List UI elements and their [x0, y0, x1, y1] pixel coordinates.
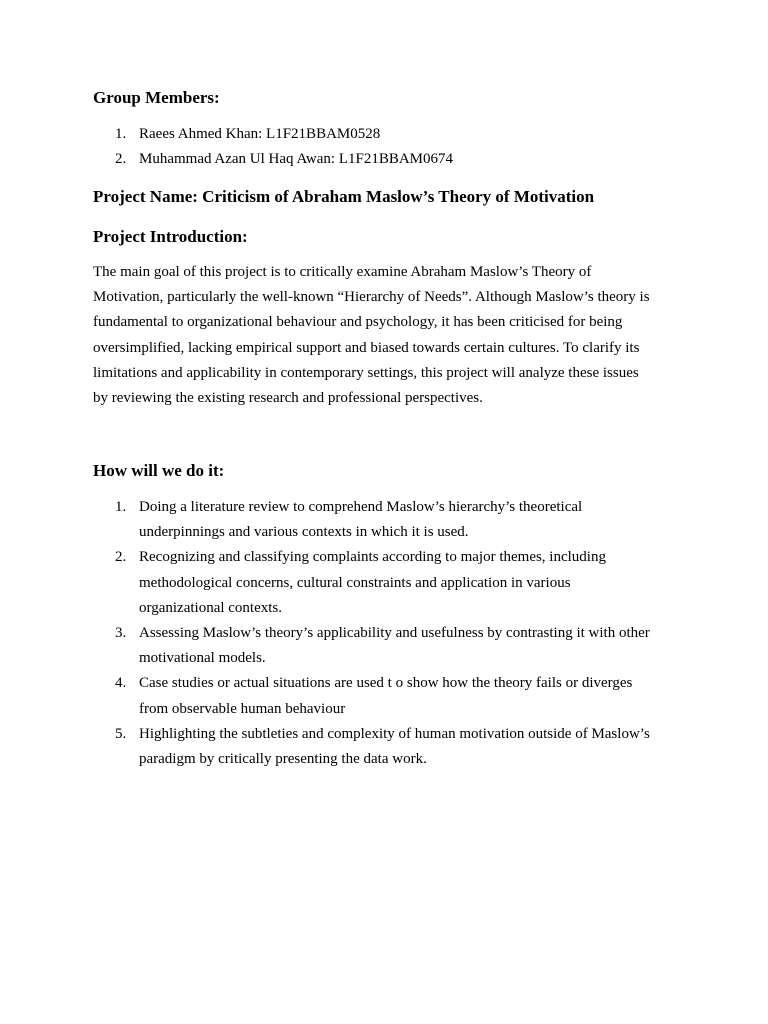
- list-number: 2.: [115, 549, 127, 566]
- step-line: from observable human behaviour: [139, 700, 346, 717]
- step-line: Case studies or actual situations are used t o show how the theory fails or diverges: [139, 675, 633, 692]
- list-item: [93, 545, 673, 621]
- introduction-paragraph: [93, 260, 673, 411]
- step-line: Doing a literature review to comprehend Maslow’s hierarchy’s theoretical: [139, 499, 583, 515]
- list-number: 1.: [115, 499, 127, 515]
- step-line: motivational models.: [139, 650, 266, 667]
- step-line: organizational contexts.: [139, 599, 283, 616]
- paragraph-line: fundamental to organizational behaviour and psychology, it has been criticised for being: [93, 314, 623, 331]
- list-item: [93, 122, 673, 147]
- step-line: Recognizing and classifying complaints according to major themes, including: [139, 549, 606, 566]
- list-item: [93, 671, 673, 721]
- project-name-heading: Project Name: Criticism of Abraham Maslow’s Theory of Motivation: [93, 187, 595, 206]
- member-text: Raees Ahmed Khan: L1F21BBAM0528: [139, 126, 381, 142]
- list-number: 5.: [115, 725, 127, 742]
- paragraph-line: Motivation, particularly the well-known “Hierarchy of Needs”. Although Maslow’s theory is: [93, 289, 650, 306]
- step-line: underpinnings and various contexts in which it is used.: [139, 524, 469, 541]
- step-line: Assessing Maslow’s theory’s applicability and usefulness by contrasting it with other: [139, 625, 650, 642]
- member-text: Muhammad Azan Ul Haq Awan: L1F21BBAM0674: [139, 151, 454, 168]
- paragraph-line: by reviewing the existing research and professional perspectives.: [93, 390, 483, 407]
- project-introduction-heading: Project Introduction:: [93, 227, 248, 246]
- group-members-heading: Group Members:: [93, 88, 220, 107]
- method-heading: How will we do it:: [93, 461, 225, 480]
- paragraph-line: The main goal of this project is to critically examine Abraham Maslow’s Theory of: [93, 264, 592, 280]
- paragraph-line: limitations and applicability in contemporary settings, this project will analyze these issues: [93, 364, 639, 381]
- method-steps-list: [93, 495, 673, 772]
- paragraph-line: oversimplified, lacking empirical support and biased towards certain cultures. To clarify its: [93, 339, 640, 356]
- list-number: 1.: [115, 126, 127, 142]
- list-number: 4.: [115, 675, 127, 692]
- list-item: [93, 621, 673, 671]
- step-line: methodological concerns, cultural constraints and application in various: [139, 574, 571, 591]
- list-item: [93, 495, 673, 545]
- list-item: [93, 147, 673, 172]
- list-number: 3.: [115, 625, 127, 642]
- step-line: Highlighting the subtleties and complexity of human motivation outside of Maslow’s: [139, 725, 650, 742]
- group-members-list: [93, 122, 673, 172]
- list-number: 2.: [115, 151, 127, 168]
- step-line: paradigm by critically presenting the data work.: [139, 751, 427, 768]
- list-item: [93, 722, 673, 772]
